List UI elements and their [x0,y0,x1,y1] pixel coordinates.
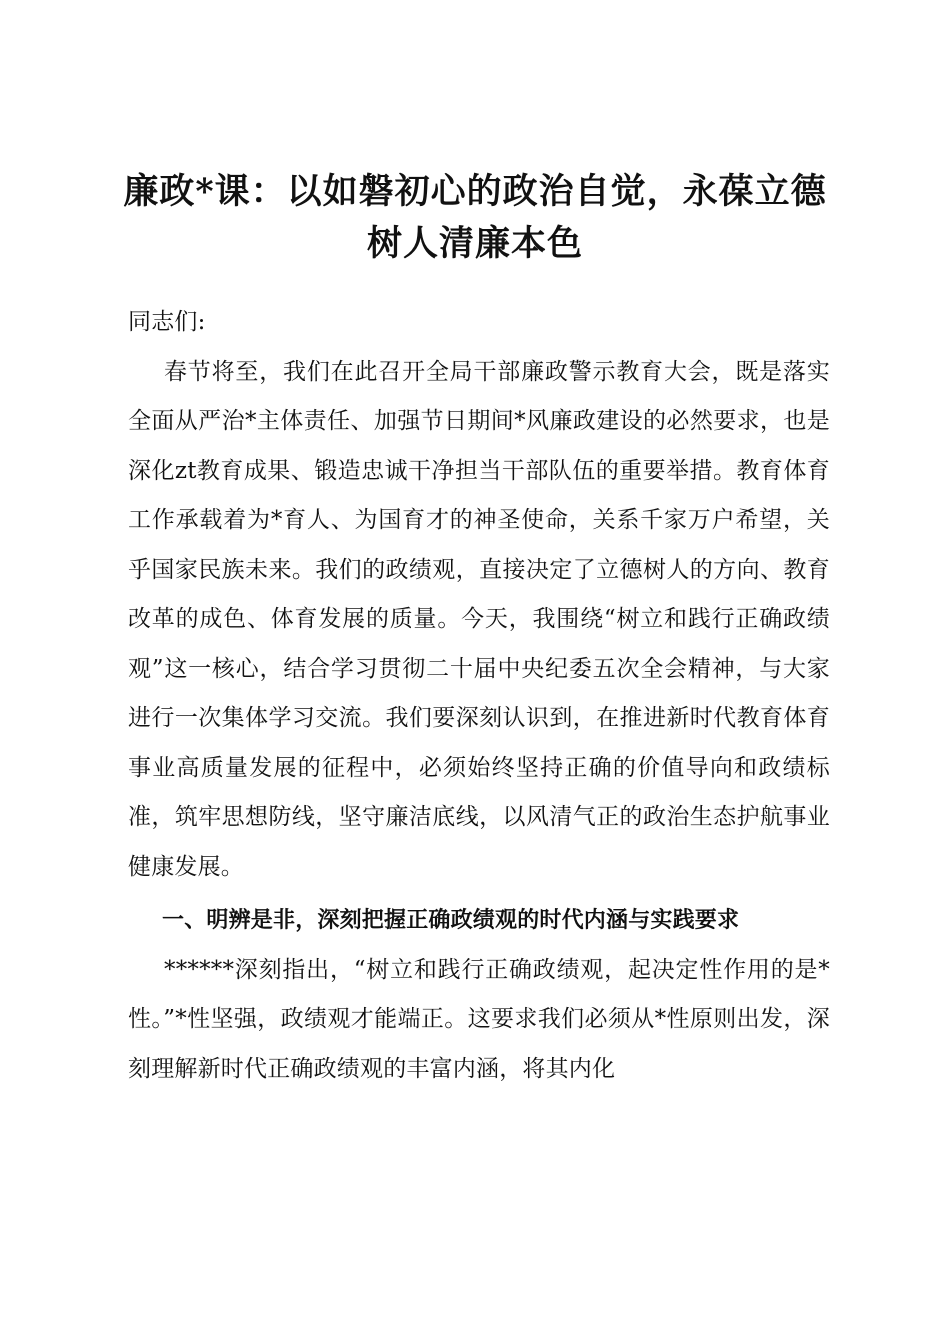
paragraph-intro: 春节将至，我们在此召开全局干部廉政警示教育大会，既是落实全面从严治*主体责任、加强节日期间*风廉政建设的必然要求，也是深化zt教育成果、锻造忠诚干净担当干部队伍的重要举措。教育体育工作承载着为*育人、为国育才的神圣使命，关系千家万户希望，关乎国家民族未来。我们的政绩观，直接决定了立德树人的方向、教育改革的成色、体育发展的质量。今天，我围绕“树立和践行正确政绩观”这一核心，结合学习贯彻二十届中央纪委五次全会精神，与大家进行一次集体学习交流。我们要深刻认识到，在推进新时代教育体育事业高质量发展的征程中，必须始终坚持正确的价值导向和政绩标准，筑牢思想防线，坚守廉洁底线，以风清气正的政治生态护航事业健康发展。 [128,358,830,880]
title-line-2: 树人清廉本色 [366,223,583,264]
paragraph-section-1: ******深刻指出，“树立和践行正确政绩观，起决定性作用的是*性。”*性坚强，政绩观才能端正。这要求我们必须从*性原则出发，深刻理解新时代正确政绩观的丰富内涵，将其内化 [128,956,830,1082]
section-heading-1: 一、明辨是非，深刻把握正确政绩观的时代内涵与实践要求 [162,908,740,933]
title-line-1: 廉政*课：以如磐初心的政治自觉，永葆立德 [123,171,827,212]
document-title [100,166,850,270]
salutation: 同志们: [128,309,206,335]
document-body [128,298,830,1094]
